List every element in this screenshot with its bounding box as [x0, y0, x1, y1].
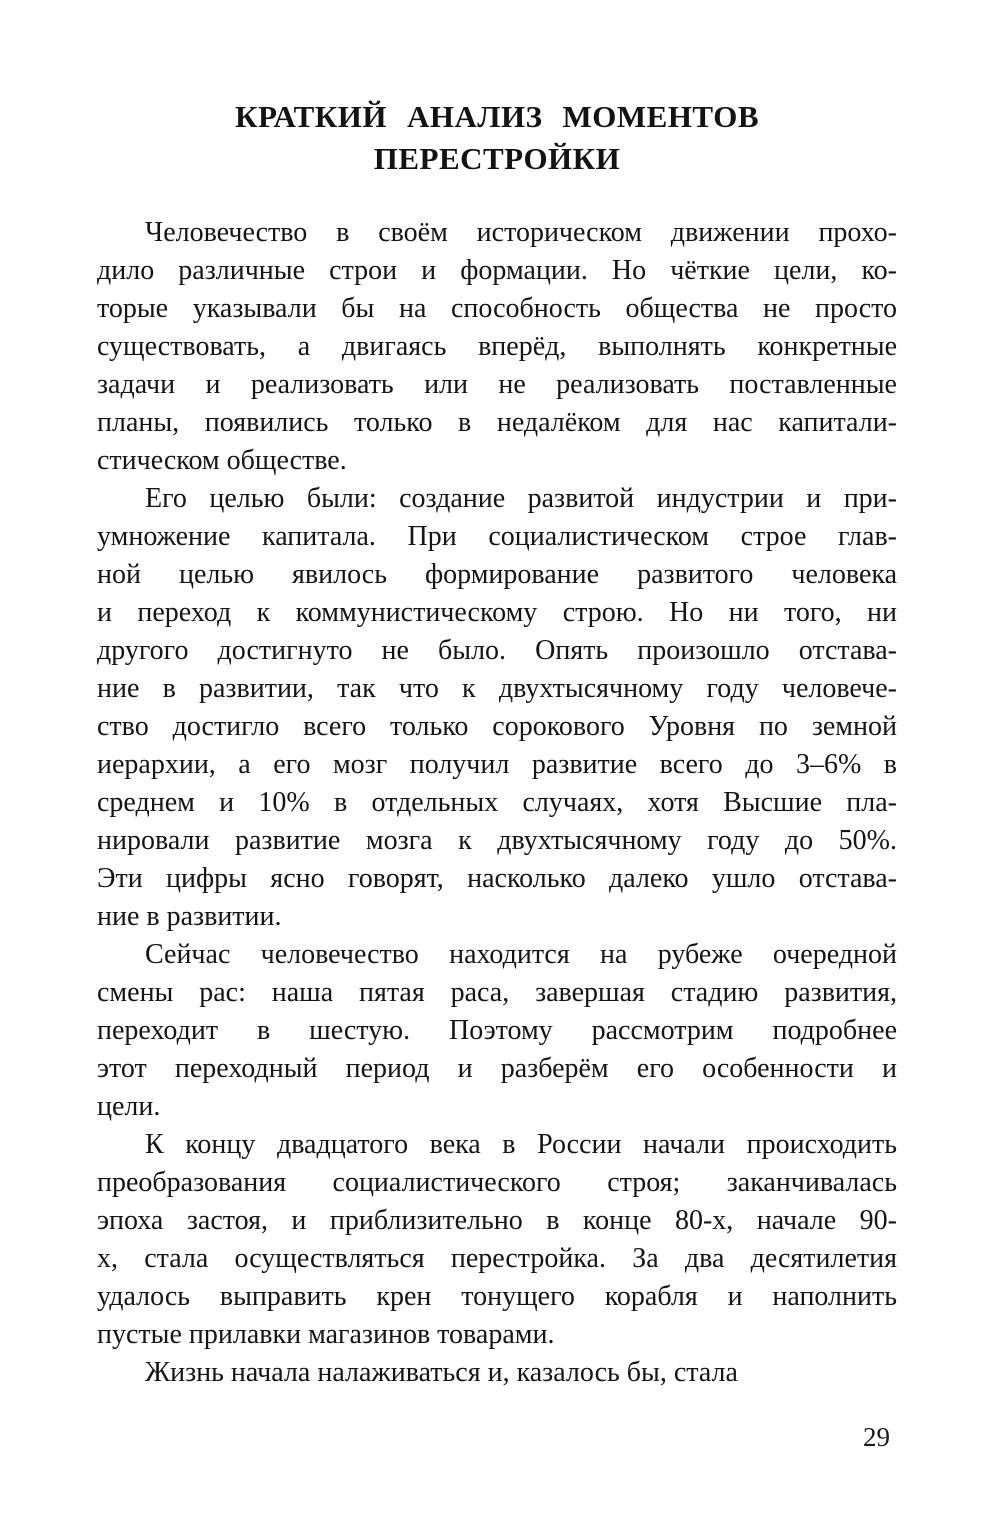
chapter-title	[97, 96, 897, 180]
paragraph	[97, 480, 897, 936]
text-line: иерархии, а его мозг получил развитие всего до 3–6% в	[97, 749, 897, 780]
text-line: удалось выправить крен тонущего корабля и наполнить	[97, 1281, 897, 1312]
body-text	[97, 214, 897, 1392]
text-line: стическом обществе.	[97, 445, 347, 476]
text-line: Сейчас человечество находится на рубеже очередной	[145, 939, 897, 970]
page-content	[97, 0, 897, 1392]
text-line: эпоха застоя, и приблизительно в конце 80-х, начале 90-	[97, 1205, 897, 1236]
chapter-title-line-1: КРАТКИЙ АНАЛИЗ МОМЕНТОВ	[235, 99, 759, 134]
text-line: планы, появились только в недалёком для нас капитали-	[97, 407, 897, 438]
text-line: дило различные строи и формации. Но чёткие цели, ко-	[97, 255, 897, 286]
text-line: умножение капитала. При социалистическом строе глав-	[97, 521, 897, 552]
text-line: среднем и 10% в отдельных случаях, хотя Высшие пла-	[97, 787, 897, 818]
text-line: пустые прилавки магазинов товарами.	[97, 1319, 555, 1350]
text-line: х, стала осуществляться перестройка. За два десятилетия	[97, 1243, 897, 1274]
text-line: Человечество в своём историческом движении прохо-	[145, 217, 897, 248]
page-number: 29	[863, 1422, 890, 1452]
text-line: преобразования социалистического строя; заканчивалась	[97, 1167, 897, 1198]
text-line: другого достигнуто не было. Опять произошло отстава-	[97, 635, 897, 666]
text-line: К концу двадцатого века в России начали происходить	[145, 1129, 897, 1160]
paragraph	[97, 214, 897, 480]
text-line: смены рас: наша пятая раса, завершая стадию развития,	[97, 977, 897, 1008]
text-line: ние в развитии.	[97, 901, 282, 932]
text-line: торые указывали бы на способность общества не просто	[97, 293, 897, 324]
text-line: задачи и реализовать или не реализовать поставленные	[97, 369, 897, 400]
paragraph	[97, 1354, 897, 1392]
text-line: существовать, а двигаясь вперёд, выполнять конкретные	[97, 331, 897, 362]
chapter-title-line-2: ПЕРЕСТРОЙКИ	[373, 141, 621, 176]
text-line: ство достигло всего только сорокового Уровня по земной	[97, 711, 897, 742]
text-line: этот переходный период и разберём его особенности и	[97, 1053, 897, 1084]
text-line: цели.	[97, 1091, 161, 1122]
text-line: и переход к коммунистическому строю. Но ни того, ни	[97, 597, 897, 628]
paragraph	[97, 1126, 897, 1354]
text-line: ние в развитии, так что к двухтысячному году человече-	[97, 673, 897, 704]
text-line: Жизнь начала налаживаться и, казалось бы, стала	[145, 1357, 738, 1388]
text-line: Эти цифры ясно говорят, насколько далеко ушло отстава-	[97, 863, 897, 894]
text-line: переходит в шестую. Поэтому рассмотрим подробнее	[97, 1015, 897, 1046]
paragraph	[97, 936, 897, 1126]
text-line: Его целью были: создание развитой индустрии и при-	[145, 483, 897, 514]
text-line: нировали развитие мозга к двухтысячному году до 50%.	[97, 825, 897, 856]
text-line: ной целью явилось формирование развитого человека	[97, 559, 897, 590]
